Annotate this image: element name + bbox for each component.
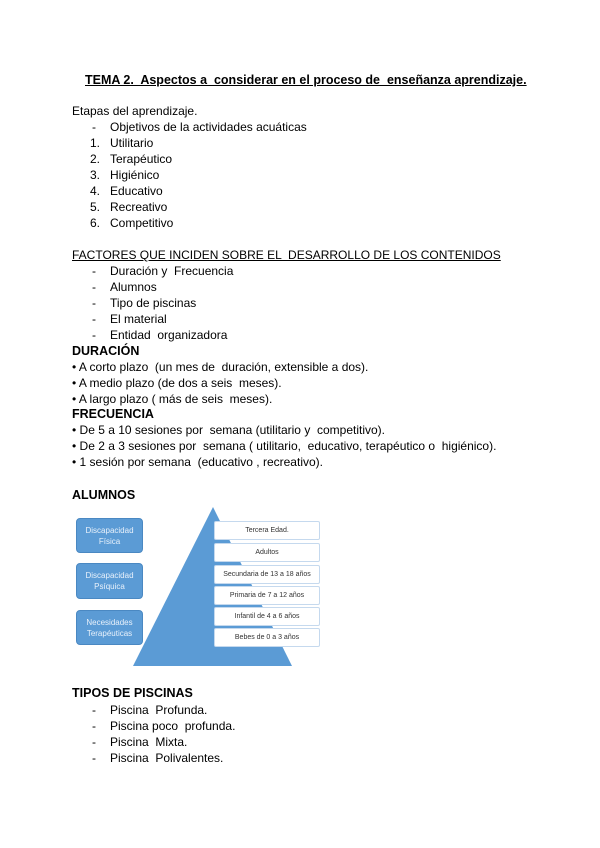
dash: - [92, 719, 96, 733]
left-box: Discapacidad Física [76, 518, 143, 553]
list-number: 2. [90, 152, 101, 166]
dash: - [92, 296, 96, 310]
list-item: Piscina poco profunda. [110, 719, 236, 733]
list-number: 1. [90, 136, 101, 150]
list-item: Educativo [110, 184, 163, 198]
list-number: 4. [90, 184, 101, 198]
bullet-item: • De 5 a 10 sesiones por semana (utilitario y competitivo). [72, 423, 386, 437]
list-number: 6. [90, 216, 101, 230]
pyramid-level: Secundaria de 13 a 18 años [214, 565, 320, 584]
list-item: Tipo de piscinas [110, 296, 197, 310]
dash: - [92, 751, 96, 765]
pyramid-level: Primaria de 7 a 12 años [214, 586, 320, 605]
bullet-item: • A corto plazo (un mes de duración, extensible a dos). [72, 360, 369, 374]
etapas-sub: Objetivos de la actividades acuáticas [110, 120, 307, 134]
dash: - [92, 735, 96, 749]
pyramid-level: Adultos [214, 543, 320, 562]
left-box: Discapacidad Psíquica [76, 563, 143, 599]
list-item: Competitivo [110, 216, 174, 230]
dash: - [92, 328, 96, 342]
duracion-heading: DURACIÓN [72, 344, 140, 358]
list-item: Piscina Mixta. [110, 735, 188, 749]
pyramid-level: Infantil de 4 a 6 años [214, 607, 320, 626]
bullet-item: • A medio plazo (de dos a seis meses). [72, 376, 282, 390]
dash: - [92, 703, 96, 717]
list-item: Recreativo [110, 200, 168, 214]
list-item: Duración y Frecuencia [110, 264, 234, 278]
alumnos-heading: ALUMNOS [72, 488, 136, 502]
frecuencia-heading: FRECUENCIA [72, 407, 154, 421]
dash: - [92, 264, 96, 278]
dash: - [92, 312, 96, 326]
list-item: Higiénico [110, 168, 160, 182]
list-item: Terapéutico [110, 152, 173, 166]
list-item: Utilitario [110, 136, 154, 150]
list-item: Alumnos [110, 280, 157, 294]
pyramid-level: Bebes de 0 a 3 años [214, 628, 320, 647]
list-item: Piscina Profunda. [110, 703, 208, 717]
list-item: El material [110, 312, 167, 326]
bullet-item: • 1 sesión por semana (educativo , recreativo). [72, 455, 323, 469]
list-item: Piscina Polivalentes. [110, 751, 224, 765]
list-item: Entidad organizadora [110, 328, 228, 342]
left-box: Necesidades Terapéuticas [76, 610, 143, 645]
dash: - [92, 280, 96, 294]
factores-heading: FACTORES QUE INCIDEN SOBRE EL DESARROLLO DE LOS CONTENIDOS [72, 248, 501, 262]
pyramid-level: Tercera Edad. [214, 521, 320, 540]
bullet-item: • De 2 a 3 sesiones por semana ( utilitario, educativo, terapéutico o higiénico). [72, 439, 497, 453]
page-title: TEMA 2. Aspectos a considerar en el proceso de enseñanza aprendizaje. [85, 73, 527, 87]
list-number: 5. [90, 200, 101, 214]
list-number: 3. [90, 168, 101, 182]
bullet-item: • A largo plazo ( más de seis meses). [72, 392, 273, 406]
piscinas-heading: TIPOS DE PISCINAS [72, 686, 193, 700]
etapas-heading: Etapas del aprendizaje. [72, 104, 198, 118]
dash: - [92, 120, 96, 134]
